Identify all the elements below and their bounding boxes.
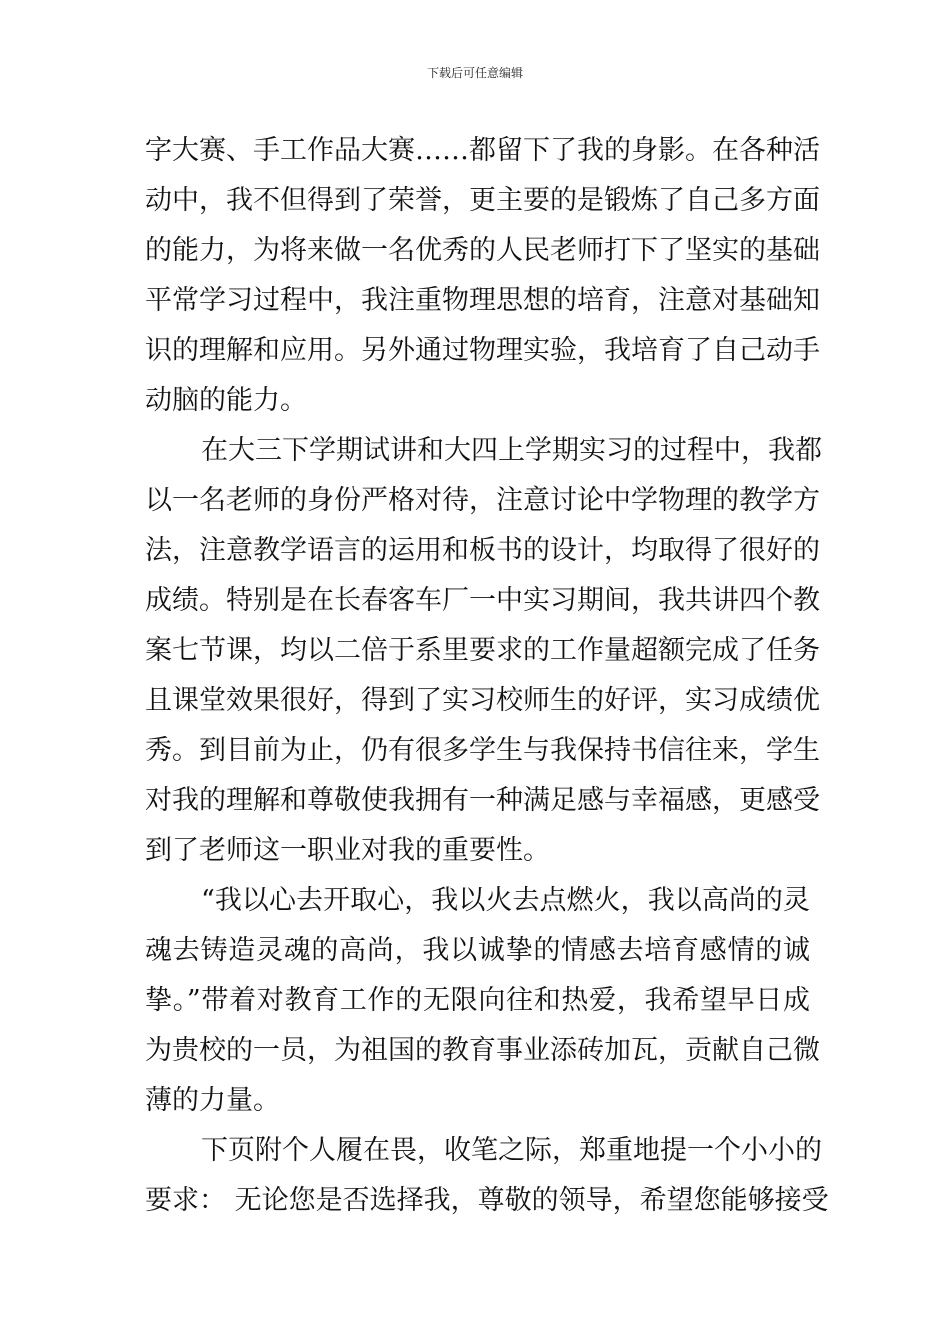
page-header: 下载后可任意编辑 <box>426 66 523 80</box>
text-line: 成绩。特别是在长春客车厂一中实习期间，我共讲四个教 <box>145 585 820 616</box>
text-line: 以一名老师的身份严格对待，注意讨论中学物理的教学方 <box>145 485 820 516</box>
text-line: 字大赛、手工作品大赛……都留下了我的身影。在各种活 <box>145 135 820 166</box>
text-line: 薄的力量。 <box>145 1085 280 1116</box>
text-line: 为贵校的一员，为祖国的教育事业添砖加瓦，贡献自己微 <box>145 1035 820 1066</box>
paragraph-4 <box>145 1126 829 1226</box>
paragraph-3 <box>145 876 820 1126</box>
text-line: 魂去铸造灵魂的高尚，我以诚挚的情感去培育感情的诚 <box>145 935 810 966</box>
paragraph-2 <box>145 426 822 876</box>
paragraph-1 <box>145 126 820 426</box>
text-line: 法，注意教学语言的运用和板书的设计，均取得了很好的 <box>145 535 820 566</box>
text-line: 案七节课，均以二倍于系里要求的工作量超额完成了任务 <box>145 635 820 666</box>
text-line: 且课堂效果很好，得到了实习校师生的好评，实习成绩优 <box>145 685 820 716</box>
text-line: 动中，我不但得到了荣誉，更主要的是锻炼了自己多方面 <box>145 185 820 216</box>
text-line: 挚。”带着对教育工作的无限向往和热爱，我希望早日成 <box>145 985 810 1016</box>
text-line: 下页附个人履在畏，收笔之际，郑重地提一个小小的 <box>201 1135 822 1166</box>
text-line: 秀。到目前为止，仍有很多学生与我保持书信往来，学生 <box>145 735 820 766</box>
text-line: 在大三下学期试讲和大四上学期实习的过程中，我都 <box>201 435 822 466</box>
document-body <box>145 126 829 1226</box>
text-line: 识的理解和应用。另外通过物理实验，我培育了自己动手 <box>145 335 820 366</box>
text-line: 要求： 无论您是否选择我，尊敬的领导，希望您能够接受 <box>145 1185 829 1216</box>
text-line: 动脑的能力。 <box>145 385 307 416</box>
text-line: 的能力，为将来做一名优秀的人民老师打下了坚实的基础 <box>145 235 820 266</box>
text-line: 平常学习过程中，我注重物理思想的培育，注意对基础知 <box>145 285 820 316</box>
text-line: 到了老师这一职业对我的重要性。 <box>145 835 550 866</box>
text-line: 对我的理解和尊敬使我拥有一种满足感与幸福感，更感受 <box>145 785 820 816</box>
text-line: “我以心去开取心，我以火去点燃火，我以高尚的灵 <box>201 885 810 916</box>
